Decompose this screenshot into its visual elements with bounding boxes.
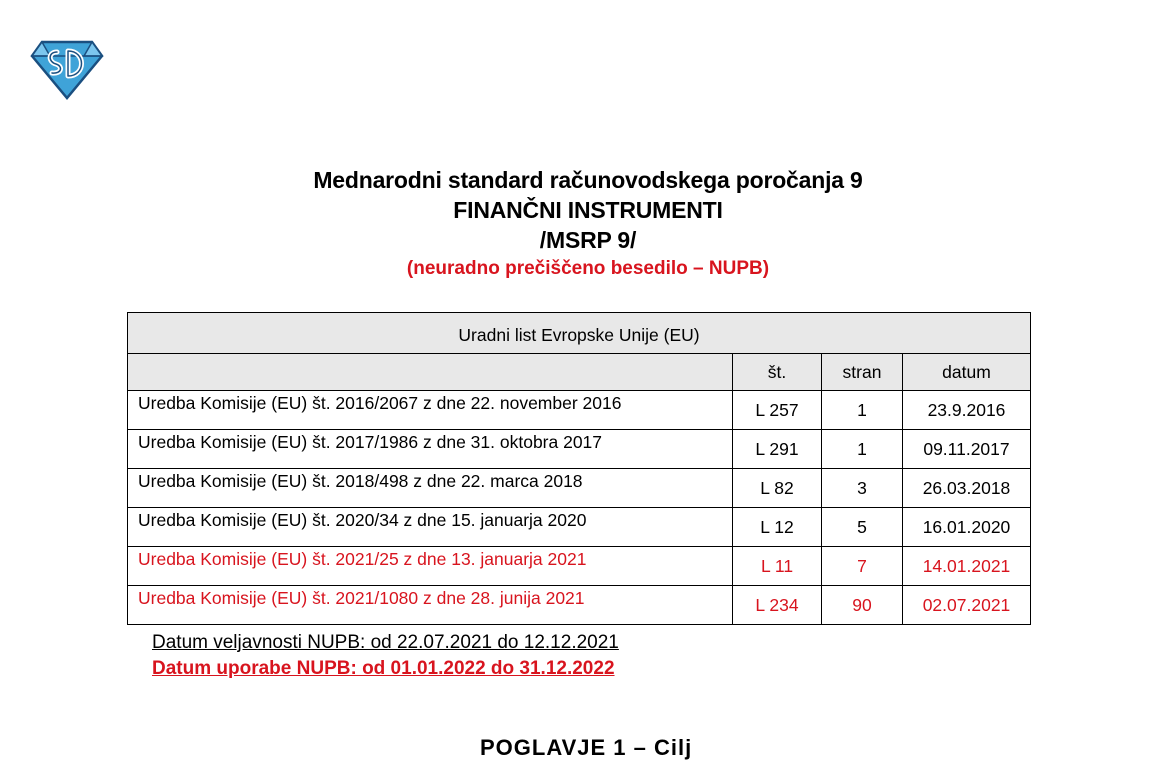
journal-page: 1 [822, 391, 903, 430]
journal-date: 09.11.2017 [903, 430, 1031, 469]
table-row [128, 430, 1031, 469]
journal-date: 02.07.2021 [903, 586, 1031, 625]
column-header-date: datum [903, 354, 1031, 391]
standard-subject: FINANČNI INSTRUMENTI [453, 197, 723, 223]
standard-title: Mednarodni standard računovodskega poročanja 9 [313, 167, 863, 193]
nupb-dates [152, 630, 619, 682]
journal-page: 3 [822, 469, 903, 508]
regulation-name: Uredba Komisije (EU) št. 2017/1986 z dne 31. oktobra 2017 [128, 430, 733, 469]
journal-date: 26.03.2018 [903, 469, 1031, 508]
table-row [128, 586, 1031, 625]
table-row [128, 391, 1031, 430]
column-header-name [128, 354, 733, 391]
standard-code: /MSRP 9/ [539, 227, 637, 253]
journal-number: L 234 [733, 586, 822, 625]
column-header-page: stran [822, 354, 903, 391]
regulation-name: Uredba Komisije (EU) št. 2020/34 z dne 15. januarja 2020 [128, 508, 733, 547]
title-block [0, 165, 1157, 282]
application-date: Datum uporabe NUPB: od 01.01.2022 do 31.12.2022 [152, 658, 615, 679]
regulation-name: Uredba Komisije (EU) št. 2021/1080 z dne 28. junija 2021 [128, 586, 733, 625]
validity-date: Datum veljavnosti NUPB: od 22.07.2021 do 12.12.2021 [152, 632, 619, 653]
journal-number: L 82 [733, 469, 822, 508]
unofficial-text-note: (neuradno prečiščeno besedilo – NUPB) [406, 258, 770, 279]
table-row [128, 508, 1031, 547]
table-row [128, 547, 1031, 586]
journal-page: 90 [822, 586, 903, 625]
chapter-heading: POGLAVJE 1 – Cilj [480, 735, 693, 760]
journal-number: L 11 [733, 547, 822, 586]
sd-logo-icon [30, 40, 104, 100]
journal-page: 7 [822, 547, 903, 586]
official-journal-table [127, 312, 1031, 625]
regulation-name: Uredba Komisije (EU) št. 2018/498 z dne 22. marca 2018 [128, 469, 733, 508]
journal-date: 14.01.2021 [903, 547, 1031, 586]
journal-date: 16.01.2020 [903, 508, 1031, 547]
journal-page: 1 [822, 430, 903, 469]
column-header-number: št. [733, 354, 822, 391]
journal-number: L 257 [733, 391, 822, 430]
regulation-name: Uredba Komisije (EU) št. 2016/2067 z dne 22. november 2016 [128, 391, 733, 430]
table-row [128, 469, 1031, 508]
table-caption: Uradni list Evropske Unije (EU) [128, 313, 1031, 354]
journal-date: 23.9.2016 [903, 391, 1031, 430]
journal-number: L 12 [733, 508, 822, 547]
regulation-name: Uredba Komisije (EU) št. 2021/25 z dne 13. januarja 2021 [128, 547, 733, 586]
journal-number: L 291 [733, 430, 822, 469]
journal-page: 5 [822, 508, 903, 547]
